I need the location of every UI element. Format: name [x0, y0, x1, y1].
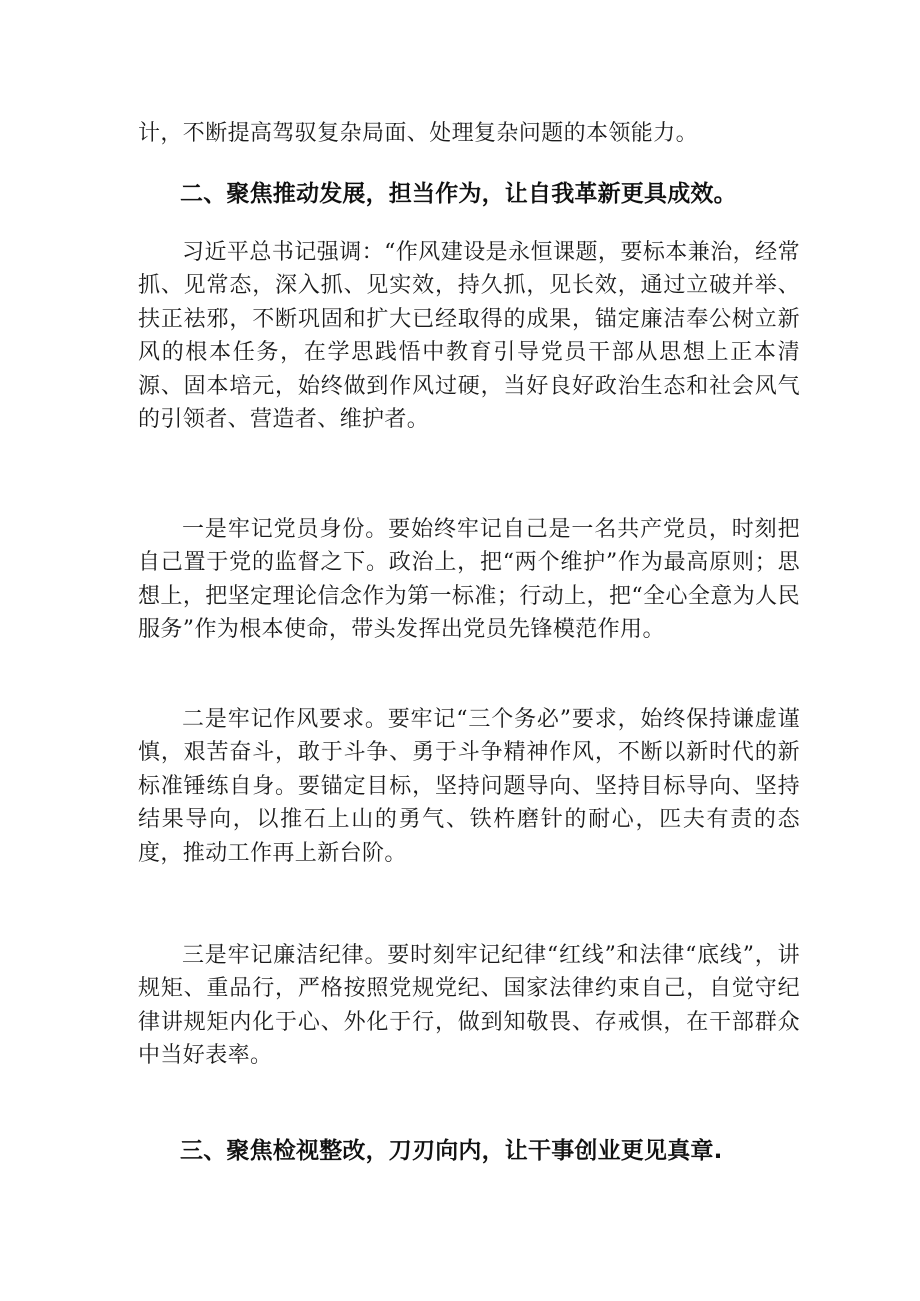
point-2-paragraph: 二是牢记作风要求。要牢记“三个务必”要求，始终保持谦虚谨慎，艰苦奋斗，敢于斗争、勇于斗争精神作风，不断以新时代的新标准锤练自身。要锚定目标，坚持问题导向、坚持目标导向、坚持结果导向，以推石上山的勇气、铁杵磨针的耐心，匹夫有责的态度，推动工作再上新台阶。 — [138, 707, 800, 866]
quote-paragraph: 习近平总书记强调：“作风建设是永恒课题，要标本兼治，经常抓、见常态，深入抓、见实效，持久抓，见长效，通过立破并举、扶正祛邪，不断巩固和扩大已经取得的成果，锚定廉洁奉公树立新风的根本任务，在学思践悟中教育引导党员干部从思想上正本清源、固本培元，始终做到作风过硬，当好良好政治生态和社会风气的引领者、营造者、维护者。 — [138, 240, 800, 433]
point-1-paragraph: 一是牢记党员身份。要始终牢记自己是一名共产党员，时刻把自己置于党的监督之下。政治上，把“两个维护”作为最高原则；思想上，把坚定理论信念作为第一标准；行动上，把“全心全意为人民服务”作为根本使命，带头发挥出党员先锋模范作用。 — [138, 517, 800, 643]
section-heading-2: 二、聚焦推动发展，担当作为，让自我革新更具成效。 — [180, 181, 737, 207]
point-3-paragraph: 三是牢记廉洁纪律。要时刻牢记纪律“红线”和法律“底线”，讲规矩、重品行，严格按照党规党纪、国家法律约束自己，自觉守纪律讲规矩内化于心、外化于行，做到知敬畏、存戒惧，在干部群众中当好表率。 — [138, 943, 800, 1069]
continuation-paragraph: 计，不断提高驾驭复杂局面、处理复杂问题的本领能力。 — [138, 121, 699, 146]
section-heading-3: 三、聚焦检视整改，刀刃向内，让干事创业更见真章. — [180, 1138, 723, 1164]
